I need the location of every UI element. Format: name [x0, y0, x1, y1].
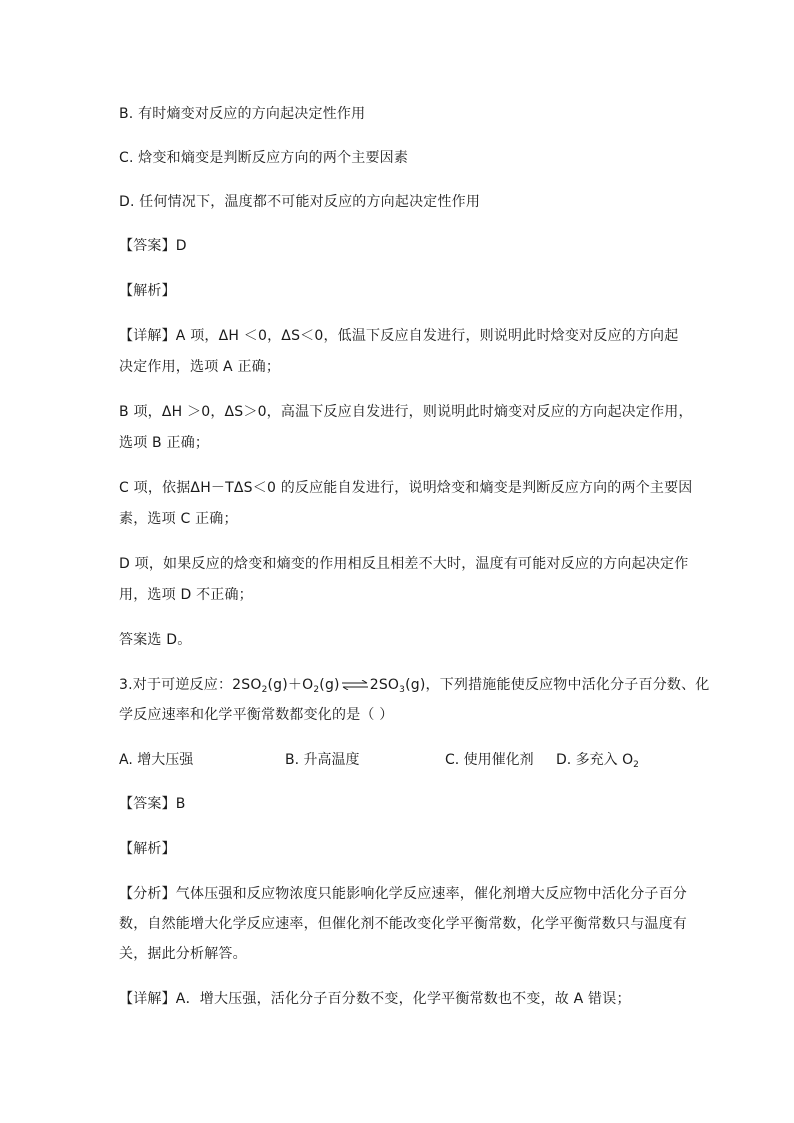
q2-option-d: D. 任何情况下，温度都不可能对反应的方向起决定性作用	[119, 194, 481, 210]
q2-d-line-1: D 项，如果反应的焓变和熵变的作用相反且相差不大时，温度有可能对反应的方向起决定作	[119, 556, 689, 572]
q2-option-c: C. 焓变和熵变是判断反应方向的两个主要因素	[119, 150, 409, 166]
q2-answer: 【答案】D	[119, 238, 187, 254]
q3-analysis-line-2: 数，自然能增大化学反应速率，但催化剂不能改变化学平衡常数，化学平衡常数只与温度有	[119, 916, 687, 932]
q2-conclusion: 答案选 D。	[119, 632, 192, 648]
q2-c-line-1: C 项，依据ΔH－TΔS＜0 的反应能自发进行，说明焓变和熵变是判断反应方向的两个主要因	[119, 480, 693, 496]
q3-subscript-o2: 2	[313, 685, 320, 695]
q2-d-line-2: 用，选项 D 不正确；	[119, 587, 253, 603]
q3-stem-suffix: (g)，下列措施能使反应物中活化分子百分数、化	[405, 677, 710, 693]
q2-detail-line-2: 决定作用，选项 A 正确；	[119, 359, 281, 375]
q3-analysis-line-3: 关，据此分析解答。	[119, 946, 247, 962]
q3-option-d-text: D. 多充入 O	[556, 752, 634, 768]
q3-stem-mid-1: (g)＋O	[267, 677, 314, 693]
q3-answer: 【答案】B	[119, 796, 186, 812]
q3-analysis-line-1: 【分析】气体压强和反应物浓度只能影响化学反应速率，催化剂增大反应物中活化分子百分	[119, 886, 687, 902]
q3-detail-line-1: 【详解】A．增大压强，活化分子百分数不变，化学平衡常数也不变，故 A 错误；	[119, 991, 631, 1007]
q3-option-b: B. 升高温度	[285, 752, 360, 768]
q2-b-line-1: B 项，ΔH ＞0，ΔS＞0，高温下反应自发进行，则说明此时熵变对反应的方向起决定作用，	[119, 404, 693, 420]
q3-stem-line-1	[119, 675, 710, 700]
q3-option-c: C. 使用催化剂	[445, 752, 534, 768]
q2-option-b: B. 有时熵变对反应的方向起决定性作用	[119, 106, 366, 122]
equilibrium-arrow-icon	[341, 680, 369, 690]
q3-subscript-2: 2	[261, 685, 268, 695]
q3-option-a: A. 增大压强	[119, 752, 194, 768]
q2-detail-line-1: 【详解】A 项，ΔH ＜0，ΔS＜0，低温下反应自发进行，则说明此时焓变对反应的方向起	[119, 328, 679, 344]
q2-b-line-2: 选项 B 正确；	[119, 435, 210, 451]
q3-stem-line-2: 学反应速率和化学平衡常数都变化的是（ ）	[119, 707, 394, 723]
q3-stem-mid-2: (g)	[319, 677, 340, 693]
q3-stem-product: 2SO	[369, 677, 400, 693]
q2-analysis-heading: 【解析】	[119, 283, 176, 299]
q3-subscript-3: 3	[399, 685, 406, 695]
q3-option-d-subscript: 2	[633, 760, 639, 770]
q3-option-d	[556, 750, 639, 775]
q3-stem-prefix: 3.对于可逆反应：2SO	[119, 677, 262, 693]
q2-c-line-2: 素，选项 C 正确；	[119, 511, 238, 527]
q3-analysis-heading: 【解析】	[119, 841, 176, 857]
